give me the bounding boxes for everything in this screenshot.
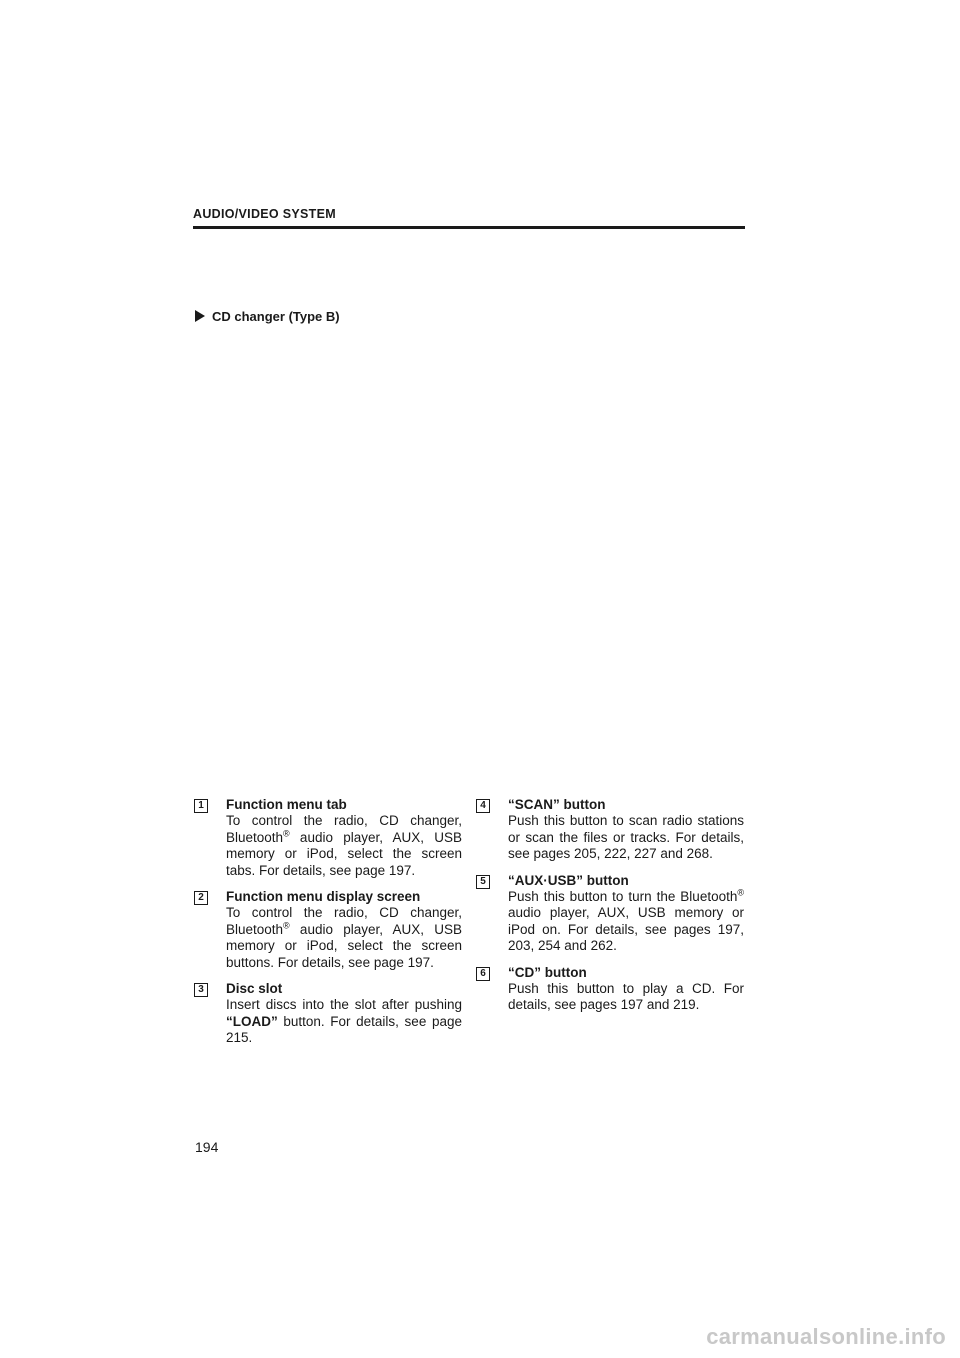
item-description: Insert discs into the slot after pushing “LOAD” button. For details, see page 215. — [226, 997, 462, 1045]
item-description: To control the radio, CD changer, Bluetooth® audio player, AUX, USB memory or iPod, select the screen tabs. For details, see page 197. — [226, 813, 462, 878]
item-description: Push this button to play a CD. For details, see pages 197 and 219. — [508, 980, 744, 1012]
item-number-badge: 4 — [476, 799, 490, 813]
item-number-badge: 3 — [194, 983, 208, 997]
item-title: “SCAN” button — [508, 797, 606, 812]
item-description: Push this button to scan radio stations or scan the files or tracks. For details, see pages 205, 222, 227 and 268. — [508, 813, 744, 861]
item-title: Function menu tab — [226, 797, 347, 812]
item-title: “AUX·USB” button — [508, 872, 629, 888]
list-item — [476, 873, 744, 955]
page-header — [193, 207, 745, 229]
item-title: Disc slot — [226, 981, 283, 996]
list-item — [476, 797, 744, 863]
item-number-badge: 2 — [194, 891, 208, 905]
items-column-left — [194, 797, 462, 1057]
list-item — [476, 965, 744, 1014]
figure-area — [193, 335, 745, 785]
watermark-text: carmanualsonline.info — [706, 1324, 946, 1349]
header-rule — [193, 226, 745, 229]
page-number: 194 — [195, 1139, 219, 1155]
section-heading-text: CD changer (Type B) — [212, 309, 340, 324]
item-description: Push this button to turn the Bluetooth® audio player, AUX, USB memory or iPod on. For details, see pages 197, 203, 254 and 262. — [508, 887, 744, 953]
list-item — [194, 981, 462, 1047]
item-title: “CD” button — [508, 964, 587, 980]
items-column-right — [476, 797, 744, 1024]
item-title: Function menu display screen — [226, 889, 421, 904]
list-item — [194, 797, 462, 879]
item-number-badge: 6 — [476, 967, 490, 981]
triangle-bullet-icon — [195, 310, 205, 322]
section-heading — [195, 309, 340, 324]
list-item — [194, 889, 462, 971]
item-number-badge: 1 — [194, 799, 208, 813]
item-description: To control the radio, CD changer, Bluetooth® audio player, AUX, USB memory or iPod, select the screen buttons. For details, see page 197. — [226, 905, 462, 970]
item-number-badge: 5 — [476, 875, 490, 889]
header-title: AUDIO/VIDEO SYSTEM — [193, 207, 336, 221]
